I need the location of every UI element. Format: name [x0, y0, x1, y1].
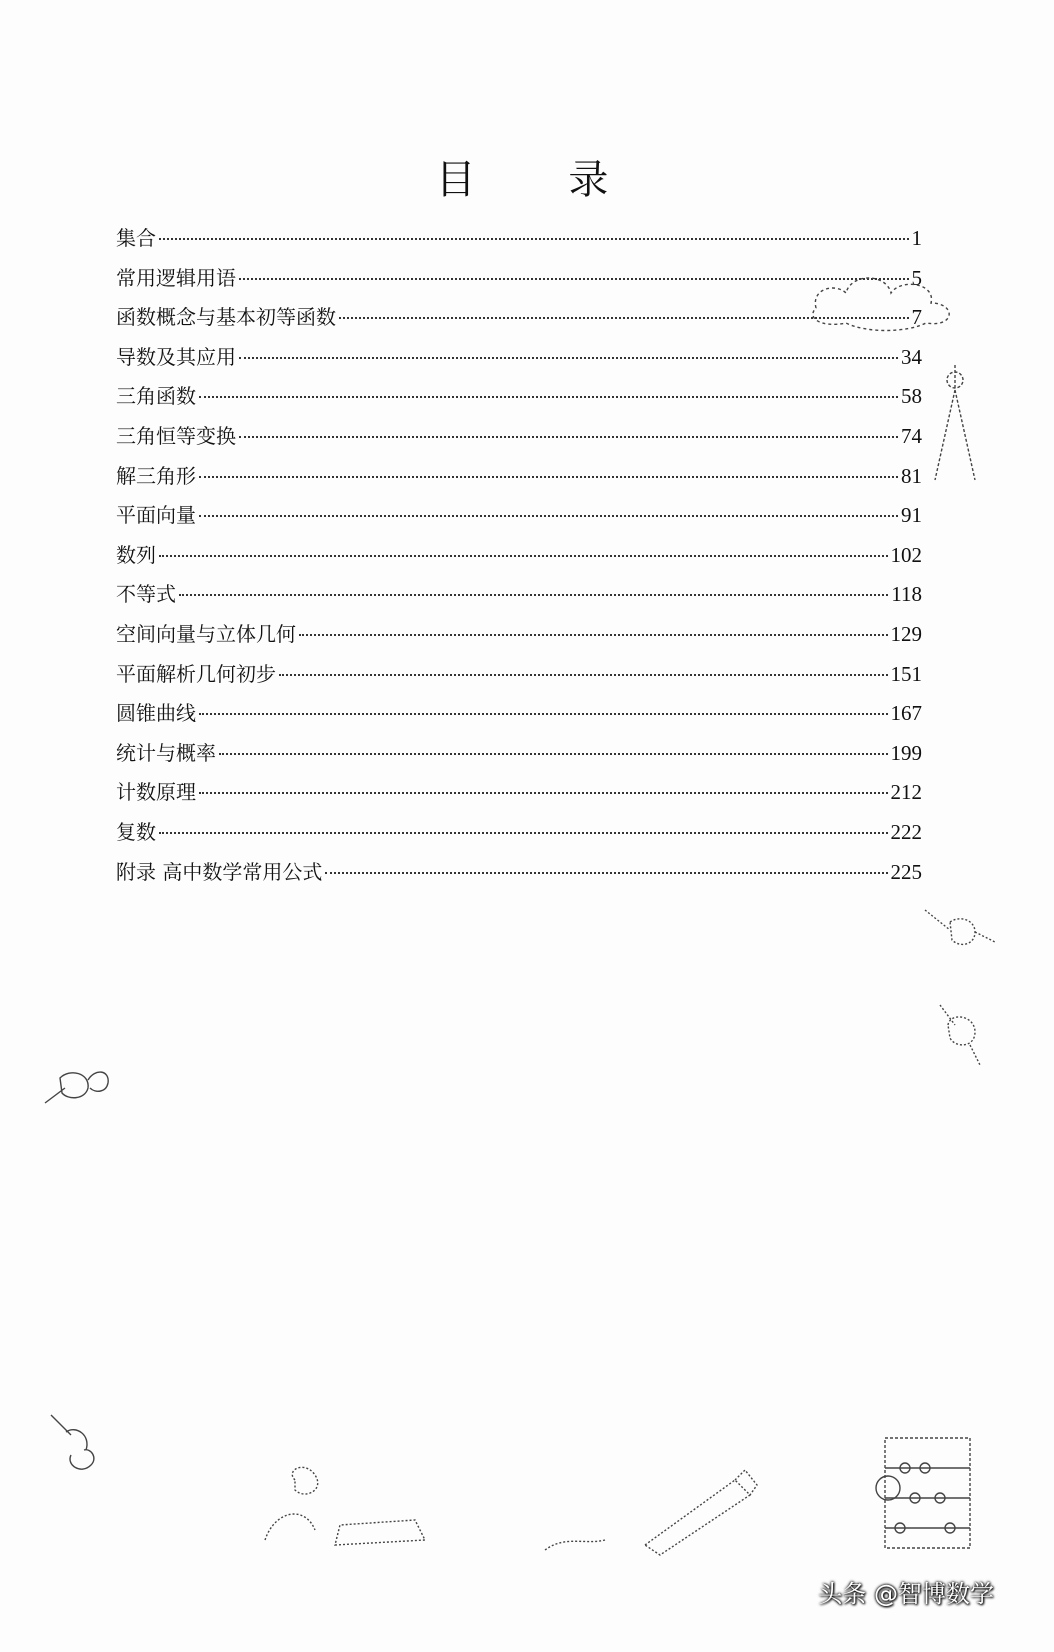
toc-entry-label: 平面向量 — [116, 503, 196, 528]
toc-entry-label: 集合 — [116, 226, 156, 250]
toc-entry-page: 7 — [911, 305, 922, 330]
toc-entry-page: 91 — [901, 503, 922, 528]
toc-entry[interactable] — [116, 457, 922, 497]
toc-entry-label: 空间向量与立体几何 — [116, 621, 296, 646]
toc-entry-page: 5 — [911, 265, 922, 290]
toc-entry-label: 统计与概率 — [116, 740, 216, 765]
toc-entry-page: 199 — [890, 740, 922, 765]
toc-entry[interactable] — [116, 773, 922, 813]
toc-leader-dots — [199, 396, 898, 398]
toc-entry[interactable] — [116, 813, 922, 853]
doodle-pushpin-icon — [46, 1410, 106, 1480]
toc-entry-page: 102 — [890, 542, 922, 567]
toc-entry[interactable] — [116, 298, 922, 338]
toc-entry-page: 1 — [911, 226, 922, 250]
toc-entry[interactable] — [116, 734, 922, 774]
toc-entry[interactable] — [116, 655, 922, 695]
toc-entry-page: 74 — [901, 423, 922, 448]
toc-entry[interactable] — [116, 536, 922, 576]
doodle-pushpin-icon — [930, 1000, 990, 1070]
toc-leader-dots — [159, 555, 888, 557]
toc-leader-dots — [199, 515, 898, 517]
doodle-cloud-icon — [806, 258, 966, 338]
toc-entry[interactable] — [116, 338, 922, 378]
toc-entry-label: 解三角形 — [116, 463, 196, 488]
toc-entry[interactable] — [116, 615, 922, 655]
toc-entry-label: 导数及其应用 — [116, 344, 236, 369]
toc-leader-dots — [159, 238, 909, 240]
toc-entry-page: 225 — [890, 859, 922, 884]
toc-leader-dots — [279, 674, 888, 676]
toc-entry-label: 数列 — [116, 542, 156, 567]
doodle-pushpin-icon — [920, 900, 1000, 960]
watermark-text: 头条 @智博数学 — [818, 1580, 994, 1608]
toc-entry[interactable] — [116, 694, 922, 734]
table-of-contents — [116, 219, 922, 892]
toc-entry-label: 计数原理 — [116, 780, 196, 805]
toc-entry[interactable] — [116, 219, 922, 259]
toc-leader-dots — [325, 872, 887, 874]
toc-entry[interactable] — [116, 417, 922, 457]
toc-entry[interactable] — [116, 575, 922, 615]
toc-entry-page: 222 — [890, 819, 922, 844]
toc-leader-dots — [179, 594, 888, 596]
toc-entry[interactable] — [116, 853, 922, 893]
doodle-pushpin-icon — [40, 1058, 120, 1108]
toc-entry-page: 118 — [891, 582, 922, 607]
toc-leader-dots — [199, 792, 888, 794]
toc-entry-page: 167 — [890, 701, 922, 726]
toc-entry-label: 不等式 — [116, 582, 176, 607]
toc-leader-dots — [199, 713, 888, 715]
toc-entry-label: 常用逻辑用语 — [116, 265, 236, 290]
toc-entry[interactable] — [116, 496, 922, 536]
toc-entry-page: 34 — [901, 344, 922, 369]
toc-entry-label: 平面解析几何初步 — [116, 661, 276, 686]
toc-entry-label: 附录 高中数学常用公式 — [116, 859, 323, 884]
toc-leader-dots — [299, 634, 888, 636]
toc-leader-dots — [199, 476, 898, 478]
toc-entry-label: 复数 — [116, 819, 156, 844]
toc-entry-page: 58 — [901, 384, 922, 409]
doodle-compass-icon — [925, 360, 985, 490]
toc-entry-page: 129 — [890, 621, 922, 646]
page-title: 目 录 — [435, 157, 649, 203]
toc-entry-label: 三角函数 — [116, 384, 196, 409]
toc-entry[interactable] — [116, 377, 922, 417]
toc-entry-label: 函数概念与基本初等函数 — [116, 305, 336, 330]
toc-entry-page: 151 — [890, 661, 922, 686]
toc-leader-dots — [239, 436, 898, 438]
doodle-abacus-icon — [870, 1428, 980, 1558]
toc-leader-dots — [239, 357, 898, 359]
doodle-desk-scene-icon — [245, 1450, 765, 1560]
toc-leader-dots — [159, 832, 888, 834]
toc-entry-page: 81 — [901, 463, 922, 488]
toc-entry-page: 212 — [890, 780, 922, 805]
toc-entry-label: 三角恒等变换 — [116, 423, 236, 448]
toc-leader-dots — [219, 753, 888, 755]
toc-entry-label: 圆锥曲线 — [116, 701, 196, 726]
toc-entry[interactable] — [116, 259, 922, 299]
